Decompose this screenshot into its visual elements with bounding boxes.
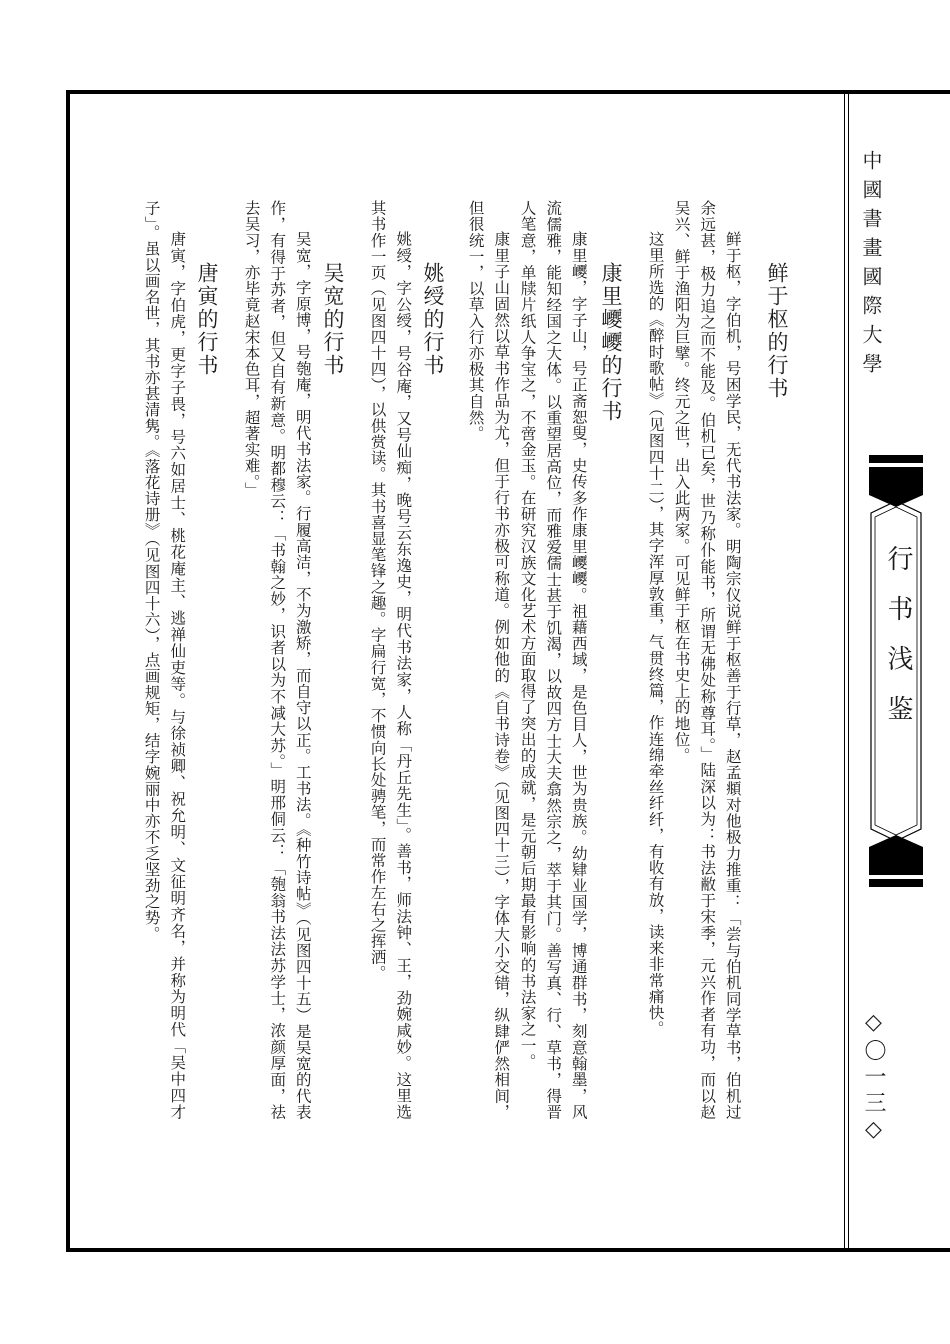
series-title: 中國書畫國際大學: [859, 150, 883, 382]
book-title: 行书浅鉴: [883, 545, 913, 745]
margin-rule-inner: [848, 94, 849, 1248]
cartouche-bottom-bar: [869, 879, 923, 887]
section-paragraph: 唐寅，字伯虎，更字子畏，号六如居士、桃花庵主、逃禅仙吏等。与徐祯卿、祝允明、文征明齐名，并称为明代「吴中四才子」。虽以画名世，其书亦甚清隽。《落花诗册》（见图四十六），点画规矩，结字婉丽中亦不乏坚劲之势。: [142, 200, 187, 1120]
section-paragraph: 姚绶，字公绶，号谷庵，又号仙痴，晚号云东逸史，明代书法家，人称「丹丘先生」。善书，师法钟、王，劲婉咸妙。这里选其书作一页（见图四十四），以供赏读。其书喜显笔锋之趣。字扁行宽，不惯向长处骋笔，而常作左右之挥洒。: [368, 200, 413, 1120]
section-paragraph: 吴宽，字原博，号匏庵，明代书法家。行履高洁，不为激矫，而自守以正。工书法。《种竹诗帖》（见图四十五）是吴宽的代表作，有得于苏者，但又自有新意。明都穆云：「书翰之妙，识者以为不减大苏。」明邢侗云：「匏翁书法法苏学士，浓颜厚面，祛去吴习，亦毕竟赵宋本色耳，超著实难。」: [242, 200, 312, 1120]
section-heading: 姚绶的行书: [421, 262, 445, 377]
section-heading: 鲜于枢的行书: [765, 262, 789, 400]
frame-top-border: [66, 90, 950, 94]
section-paragraph: 这里所选的《醉时歌帖》（见图四十二），其字浑厚敦重，气贯终篇，作连绵牵丝纤纤，有收有放，读来非常痛快。: [646, 231, 665, 1037]
frame-bottom-border: [66, 1248, 950, 1252]
cartouche-top-bar: [869, 455, 923, 463]
margin-rule-outer: [844, 94, 845, 1248]
section-paragraph: 康里子山固然以草书作品为尤，但于行书亦极可称道。例如他的《自书诗卷》（见图四十三），字体大小交错，纵肆俨然相间，但很统一，以草入行亦极其自然。: [466, 200, 511, 1120]
page-number: ◇〇一三◇: [861, 1010, 886, 1146]
section-heading: 康里巎巎的行书: [599, 262, 623, 423]
section-heading: 唐寅的行书: [195, 262, 219, 377]
cartouche-bottom-block: [869, 835, 923, 875]
section-paragraph: 鲜于枢，字伯机，号困学民，无代书法家。明陶宗仪说鲜于枢善于行草，赵孟頫对他极力推重：「尝与伯机同学草书，伯机过余远甚，极力追之而不能及。伯机已矣，世乃称仆能书，所谓无佛处称尊耳。」陆深以为：书法敝于宋季，元兴作者有功，而以赵吴兴、鲜于渔阳为巨擘。终元之世，出入此两家。可见鲜于枢在书史上的地位。: [672, 200, 742, 1120]
section-paragraph: 康里巎，字子山，号正斋恕叟，史传多作康里巎巎。祖藉西域，是色目人，世为贵族。幼肄业国学，博通群书，刻意翰墨，风流儒雅，能知经国之大体。以重望居高位，而雅爱儒士甚于饥渴，以故四方士大夫翕然宗之，萃于其门。善写真、行、草书，得晋人笔意，单牍片纸人争宝之，不啻金玉。在研究汉族文化艺术方面取得了突出的成就，是元朝后期最有影响的书法家之一。: [518, 200, 588, 1120]
section-heading: 吴宽的行书: [321, 262, 345, 377]
frame-left-border: [66, 90, 70, 1252]
